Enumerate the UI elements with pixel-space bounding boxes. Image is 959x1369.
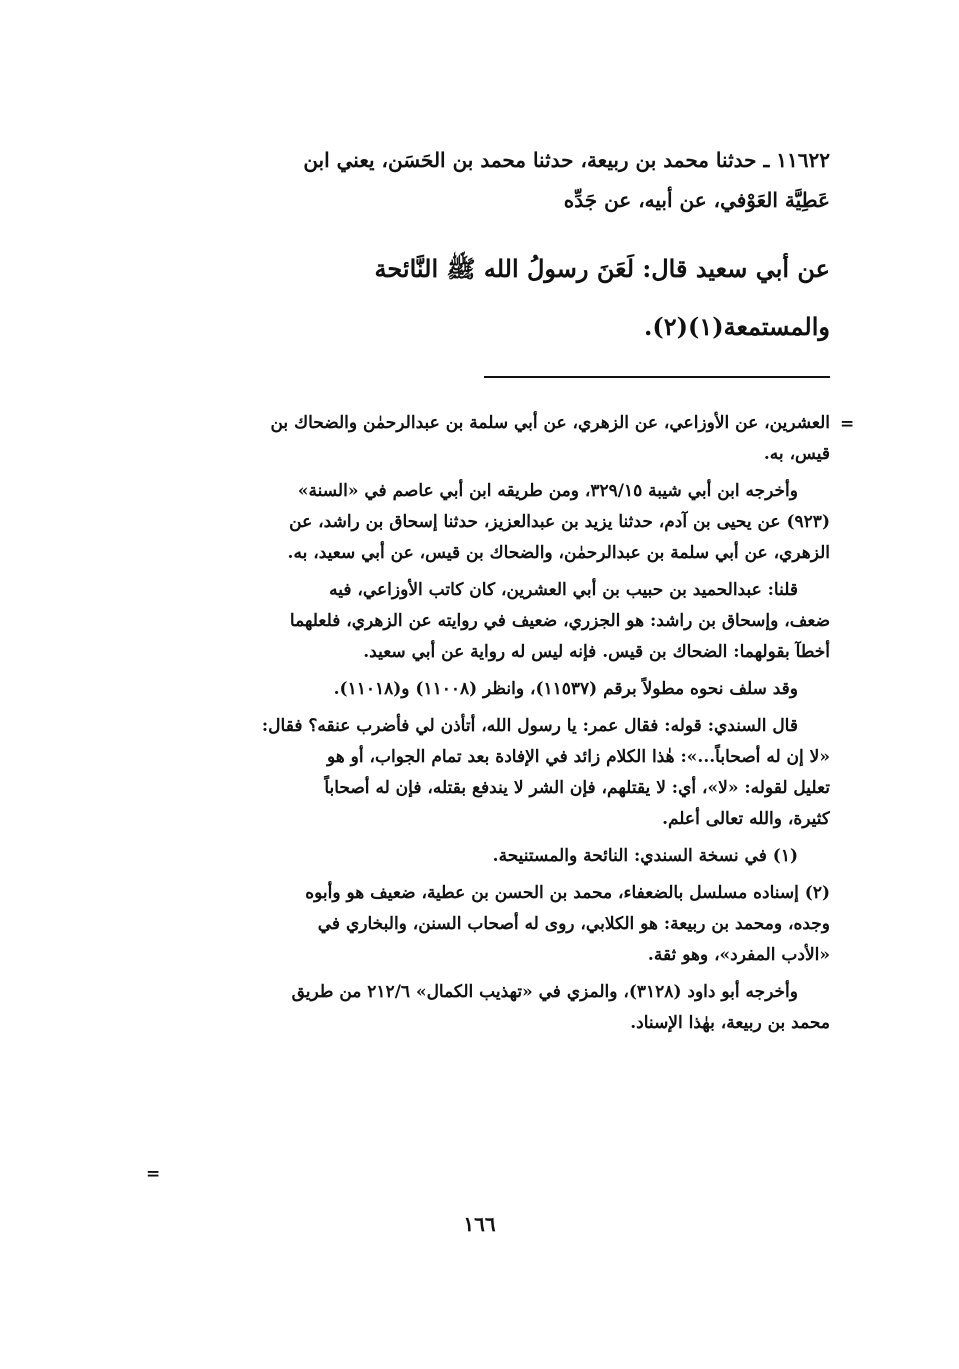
footnote-line: وجده، ومحمد بن ربيعة: هو الكلابي، روى له أصحاب السنن، والبخاري في — [317, 914, 830, 934]
footnote-paragraph — [128, 977, 830, 1039]
footnote-line: (٩٢٣) عن يحيى بن آدم، حدثنا يزيد بن عبدالعزيز، حدثنا إسحاق بن راشد، عن — [289, 512, 830, 532]
isnad-line: عَطِيَّة العَوْفي، عن أبيه، عن جَدِّه — [563, 188, 830, 212]
hadith-isnad — [128, 140, 830, 220]
footnote-line: قال السندي: قوله: فقال عمر: يا رسول الله، أتأذن لي فأضرب عنقه؟ فقال: — [261, 716, 798, 736]
footnote-line: «الأدب المفرد»، وهو ثقة. — [647, 945, 830, 965]
footnote-paragraph — [128, 476, 830, 569]
footnote-line: وأخرجه أبو داود (٣١٢٨)، والمزي في «تهذيب الكمال» ٢١٢/٦ من طريق — [291, 982, 798, 1002]
footnote-line: «لا إن له أصحاباً...»: هٰذا الكلام زائد في الإفادة بعد تمام الجواب، أو هو — [327, 747, 830, 767]
isnad-line: ١١٦٢٢ ـ حدثنا محمد بن ربيعة، حدثنا محمد بن الحَسَن، يعني ابن — [303, 148, 830, 172]
footnote-line: (٢) إسناده مسلسل بالضعفاء، محمد بن الحسن بن عطية، ضعيف هو وأبوه — [305, 883, 830, 903]
matn-line: والمستمعة(١)(٢). — [644, 312, 830, 341]
footnote-separator — [484, 376, 830, 378]
footnote-paragraph — [128, 575, 830, 668]
hadith-matn — [128, 240, 830, 356]
footnote-line: وأخرجه ابن أبي شيبة ٣٢٩/١٥، ومن طريقه ابن أبي عاصم في «السنة» — [297, 481, 798, 501]
footnote-paragraph — [128, 711, 830, 835]
footnote-line: وقد سلف نحوه مطولاً برقم (١١٥٣٧)، وانظر (١١٠٠٨) و(١١٠١٨). — [333, 679, 798, 699]
continuation-mark-top: = — [840, 414, 855, 434]
footnote-line: (١) في نسخة السندي: النائحة والمستنيحة. — [492, 846, 798, 866]
page-number: ١٦٦ — [463, 1212, 496, 1236]
footnote-line: قيس، به. — [763, 444, 830, 464]
footnote-line: محمد بن ربيعة، بهٰذا الإسناد. — [630, 1013, 830, 1033]
footnote-1 — [128, 841, 830, 872]
matn-line: عن أبي سعيد قال: لَعَنَ رسولُ الله ﷺ النَّائحة — [374, 254, 830, 283]
footnote-line: ضعف، وإسحاق بن راشد: هو الجزري، ضعيف في روايته عن الزهري، فلعلهما — [289, 611, 830, 631]
footnote-line: أخطآ بقولهما: الضحاك بن قيس. فإنه ليس له رواية عن أبي سعيد. — [363, 642, 830, 662]
footnote-line: الزهري، عن أبي سلمة بن عبدالرحمٰن، والضحاك بن قيس، عن أبي سعيد، به. — [287, 543, 830, 563]
footnote-paragraph — [128, 674, 830, 705]
footnote-2 — [128, 878, 830, 971]
footnote-line: كثيرة، والله تعالى أعلم. — [662, 809, 830, 829]
footnote-line: تعليل لقوله: «لا»، أي: لا يقتلهم، فإن الشر لا يندفع بقتله، فإن له أصحاباً — [324, 778, 830, 798]
continuation-mark-bottom: = — [146, 1164, 161, 1184]
footnote-paragraph — [128, 408, 830, 470]
footnotes — [128, 408, 830, 1045]
footnote-line: العشرين، عن الأوزاعي، عن الزهري، عن أبي سلمة بن عبدالرحمٰن والضحاك بن — [270, 413, 830, 433]
footnote-line: قلنا: عبدالحميد بن حبيب بن أبي العشرين، كان كاتب الأوزاعي، فيه — [329, 580, 798, 600]
